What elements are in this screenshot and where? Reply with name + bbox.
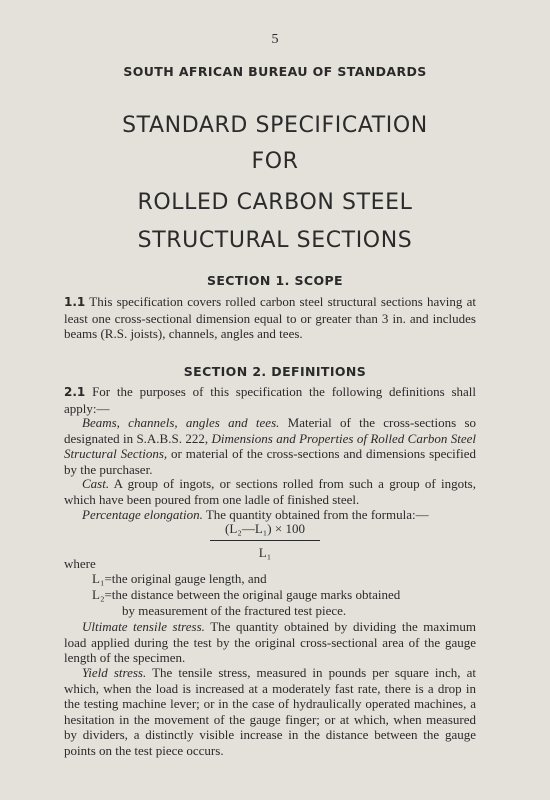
definition-text: The quantity obtained by dividing the maximum load applied during the test by the original cross-sectional area of the gauge length of the specimen. — [64, 619, 476, 665]
definition-uts — [64, 619, 476, 666]
clause-number: 1.1 — [64, 295, 86, 309]
term: Ultimate tensile stress. — [82, 619, 205, 634]
variable-l2-line-1: L₂=the distance between the original gauge marks obtained — [92, 587, 401, 602]
term: Percentage elongation. — [82, 507, 203, 522]
term: Yield stress. — [82, 665, 147, 680]
definition-text: or material of the cross-sections and dimensions specified by the purchaser. — [64, 446, 476, 477]
section-2-heading: SECTION 2. DEFINITIONS — [183, 364, 367, 379]
scope-text: This specification covers rolled carbon steel structural sections having at least one cross-sectional dimension equal to or greater than 3 in. and includes beams (R.S. joists), channels, angles and tees. — [64, 294, 476, 341]
publisher-heading: SOUTH AFRICAN BUREAU OF STANDARDS — [123, 64, 427, 79]
formula-denominator: L₁ — [258, 545, 272, 560]
title-line-1: STANDARD SPECIFICATION — [122, 113, 428, 138]
variable-l1: L₁=the original gauge length, and — [92, 571, 267, 586]
definitions-intro-text: For the purposes of this specification the following definitions shall apply:— — [64, 384, 476, 416]
term: Cast. — [82, 476, 110, 491]
section-1-heading: SECTION 1. SCOPE — [206, 273, 344, 288]
scope-paragraph — [64, 294, 476, 342]
definitions-intro — [64, 384, 476, 416]
formula-numerator: (L₂—L₁) × 100 — [210, 521, 320, 541]
page-number: 5 — [271, 32, 279, 47]
definition-yield — [64, 665, 476, 758]
title-line-4: STRUCTURAL SECTIONS — [137, 228, 413, 253]
title-line-2: FOR — [251, 149, 299, 174]
definition-text: Material of the cross-sections so designated in S.A.B.S. 222, — [64, 415, 477, 446]
variable-l2 — [92, 587, 476, 618]
term: Beams, channels, angles and tees. — [82, 415, 280, 430]
elongation-formula — [210, 521, 320, 561]
definition-text: The tensile stress, measured in pounds per square inch, at which, when the load is increased at a moderately fast rate, there is a drop in the testing machine lever; or in the case of hydraulically operated machines, a hesitation in the movement of the gauge finger; or at which, when measured by dividers, a distinctly visible increase in the distance between the gauge points on the test piece occurs. — [64, 665, 476, 758]
definition-text: A group of ingots, or sections rolled from such a group of ingots, which have been poured from one ladle of finished steel. — [64, 476, 476, 507]
clause-number: 2.1 — [64, 385, 86, 399]
definition-text: The quantity obtained from the formula:— — [205, 507, 429, 522]
definition-beams — [64, 415, 476, 477]
title-line-3: ROLLED CARBON STEEL — [137, 190, 413, 215]
reference-title: Dimensions and Properties of Rolled Carbon Steel Structural Sections, — [64, 430, 477, 461]
variable-l2-line-2: by measurement of the fractured test piece. — [122, 602, 347, 618]
where-label: where — [64, 556, 96, 571]
definition-cast — [64, 476, 476, 507]
